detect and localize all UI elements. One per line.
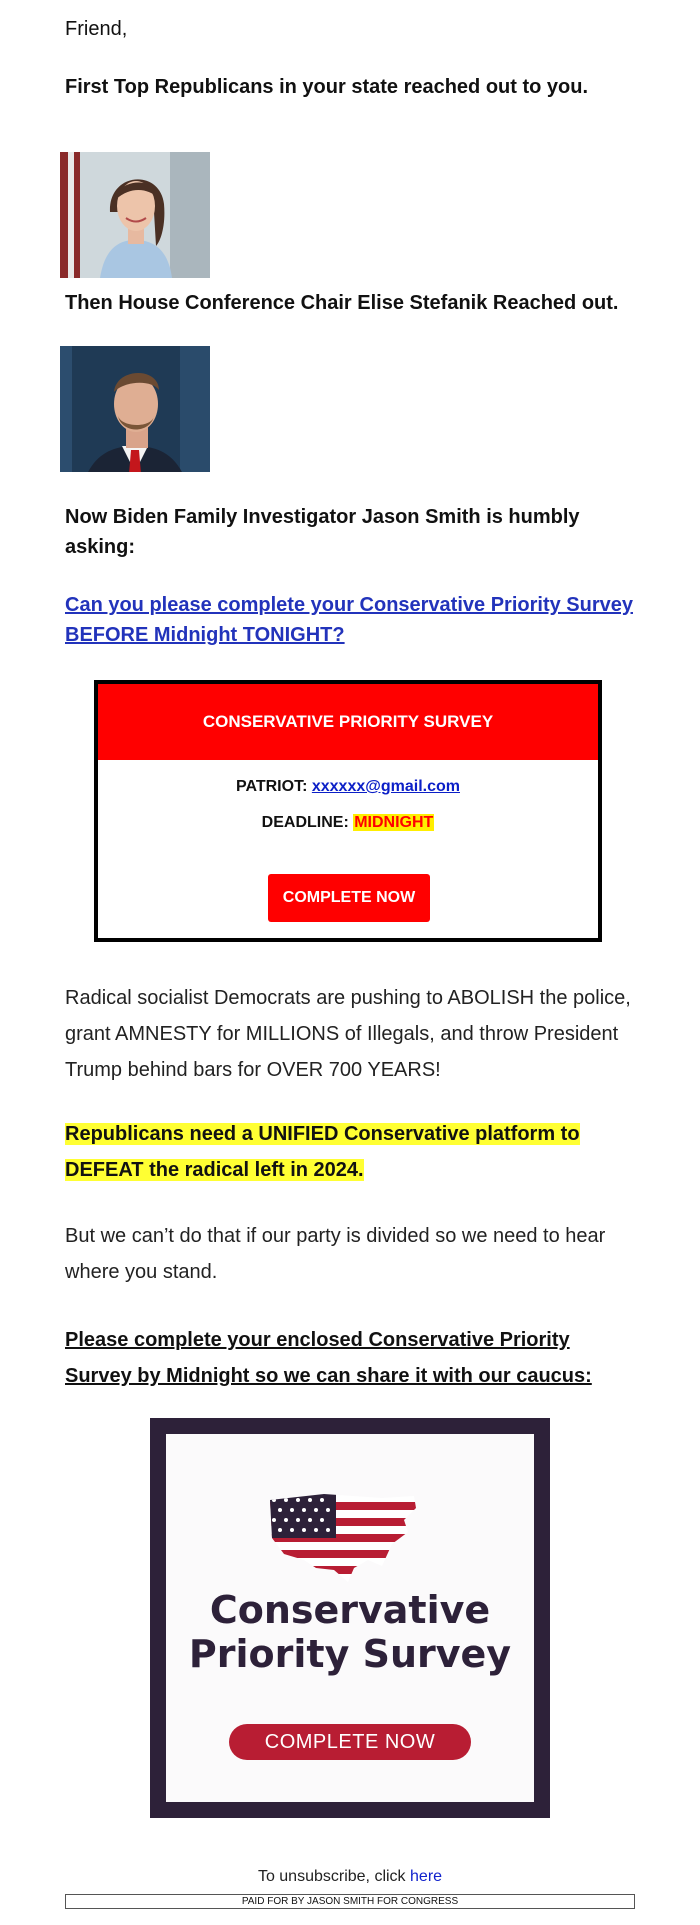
survey-cta-link[interactable]: Can you please complete your Conservative Priority Survey BEFORE Midnight TONIGHT? [65,594,633,646]
patriot-label: PATRIOT: [236,778,308,795]
deadline-row [98,814,598,832]
usa-flag-map-icon [264,1486,424,1586]
intro-line-2: Then House Conference Chair Elise Stefanik Reached out. [65,292,619,314]
deadline-value: MIDNIGHT [354,814,434,831]
banner-title [166,1588,534,1676]
banner-title-line-2: Priority Survey [188,1632,512,1676]
patriot-row [98,778,598,796]
paragraph-unified [65,1116,645,1188]
photo-elise-stefanik [60,152,210,278]
patriot-email-link[interactable]: xxxxxx@gmail.com [311,778,460,795]
paragraph-radical: Radical socialist Democrats are pushing to ABOLISH the police, grant AMNESTY for MILLIONS of Illegals, and throw President Trump behind bars for OVER 700 YEARS! [65,987,631,1081]
greeting: Friend, [65,18,128,40]
unsubscribe-link[interactable]: here [410,1868,443,1885]
unsubscribe-text: To unsubscribe, click [257,1868,406,1885]
paid-for-disclaimer: PAID FOR BY JASON SMITH FOR CONGRESS [65,1894,635,1909]
paragraph-instruction [65,1322,625,1394]
banner-complete-now-button[interactable]: COMPLETE NOW [229,1724,471,1760]
highlighted-text: Republicans need a UNIFIED Conservative platform to DEFEAT the radical left in 2024. [65,1123,580,1181]
intro-line-1: First Top Republicans in your state reached out to you. [65,76,589,98]
complete-now-button[interactable]: COMPLETE NOW [268,874,430,922]
banner-inner [166,1434,534,1802]
photo-jason-smith [60,346,210,472]
instruction-text: Please complete your enclosed Conservative Priority Survey by Midnight so we can share it with our caucus: [65,1329,592,1387]
survey-box [94,680,602,942]
survey-banner-image[interactable] [150,1418,550,1818]
intro-line-3: Now Biden Family Investigator Jason Smith is humbly asking: [65,506,580,558]
unsubscribe-line [0,1868,700,1886]
paragraph-divided: But we can’t do that if our party is divided so we need to hear where you stand. [65,1225,606,1283]
banner-title-line-1: Conservative [209,1588,491,1632]
survey-header: CONSERVATIVE PRIORITY SURVEY [98,684,598,760]
deadline-label: DEADLINE: [261,814,349,831]
